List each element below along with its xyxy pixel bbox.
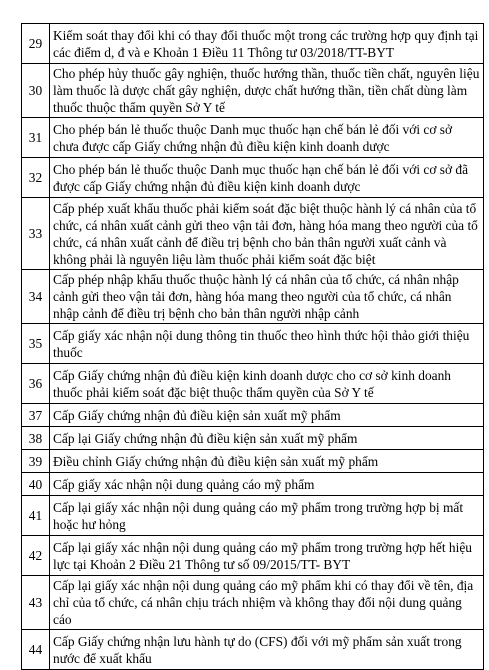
table-row <box>22 24 484 64</box>
table-row <box>22 404 484 427</box>
row-number: 32 <box>22 158 50 198</box>
row-number: 29 <box>22 24 50 64</box>
row-text: Kiểm soát thay đổi khi có thay đổi thuốc một trong các trường hợp quy định tại các điểm d, đ và e Khoản 1 Điều 11 Thông tư 03/2018/TT-BYT <box>50 24 484 64</box>
table-row <box>22 364 484 404</box>
row-number: 40 <box>22 473 50 496</box>
table-row <box>22 118 484 158</box>
table-row <box>22 270 484 324</box>
table-row <box>22 576 484 630</box>
row-number: 37 <box>22 404 50 427</box>
row-text: Cấp lại giấy xác nhận nội dung quảng cáo mỹ phẩm khi có thay đổi về tên, địa chỉ của tổ chức, cá nhân chịu trách nhiệm và không thay đổi nội dung quảng cáo <box>50 576 484 630</box>
row-text: Cấp phép nhập khẩu thuốc thuộc hành lý cá nhân của tổ chức, cá nhân nhập cảnh gửi theo vận tải đơn, hàng hóa mang theo người của tổ chức, cá nhân nhập cảnh để điều trị bệnh cho bản thân người nhập cảnh <box>50 270 484 324</box>
row-text: Cấp lại Giấy chứng nhận đủ điều kiện sản xuất mỹ phẩm <box>50 427 484 450</box>
table-row <box>22 536 484 576</box>
row-number: 30 <box>22 64 50 118</box>
row-number: 34 <box>22 270 50 324</box>
row-number: 44 <box>22 630 50 670</box>
row-number: 42 <box>22 536 50 576</box>
row-number: 38 <box>22 427 50 450</box>
table-row <box>22 630 484 670</box>
row-text: Cấp Giấy chứng nhận đủ điều kiện sản xuất mỹ phẩm <box>50 404 484 427</box>
row-text: Cho phép hủy thuốc gây nghiện, thuốc hướng thần, thuốc tiền chất, nguyên liệu làm thuốc là dược chất gây nghiện, dược chất hướng thần, tiền chất dùng làm thuốc thuộc thẩm quyền Sở Y tế <box>50 64 484 118</box>
row-text: Điều chỉnh Giấy chứng nhận đủ điều kiện sản xuất mỹ phẩm <box>50 450 484 473</box>
row-text: Cấp lại giấy xác nhận nội dung quảng cáo mỹ phẩm trong trường hợp hết hiệu lực tại Khoản 2 Điều 21 Thông tư số 09/2015/TT- BYT <box>50 536 484 576</box>
row-number: 43 <box>22 576 50 630</box>
row-number: 35 <box>22 324 50 364</box>
row-number: 41 <box>22 496 50 536</box>
row-text: Cho phép bán lẻ thuốc thuộc Danh mục thuốc hạn chế bán lẻ đối với cơ sở chưa được cấp Giấy chứng nhận đủ điều kiện kinh doanh dược <box>50 118 484 158</box>
row-text: Cho phép bán lẻ thuốc thuộc Danh mục thuốc hạn chế bán lẻ đối với cơ sở đã được cấp Giấy chứng nhận đủ điều kiện kinh doanh dược <box>50 158 484 198</box>
row-number: 39 <box>22 450 50 473</box>
row-number: 33 <box>22 198 50 270</box>
table-row <box>22 427 484 450</box>
table-row <box>22 64 484 118</box>
table-row <box>22 324 484 364</box>
procedures-table <box>21 23 484 670</box>
row-number: 36 <box>22 364 50 404</box>
row-text: Cấp phép xuất khẩu thuốc phải kiểm soát đặc biệt thuộc hành lý cá nhân của tổ chức, cá nhân xuất cảnh gửi theo vận tải đơn, hàng hóa mang theo người của tổ chức, cá nhân xuất cảnh để điều trị bệnh cho bản thân người xuất cảnh và không phải là nguyên liệu làm thuốc phải kiểm soát đặc biệt <box>50 198 484 270</box>
row-text: Cấp Giấy chứng nhận đủ điều kiện kinh doanh dược cho cơ sở kinh doanh thuốc phải kiểm soát đặc biệt thuộc thẩm quyền của Sở Y tế <box>50 364 484 404</box>
row-text: Cấp lại giấy xác nhận nội dung quảng cáo mỹ phẩm trong trường hợp bị mất hoặc hư hỏng <box>50 496 484 536</box>
row-number: 31 <box>22 118 50 158</box>
table-row <box>22 450 484 473</box>
row-text: Cấp Giấy chứng nhận lưu hành tự do (CFS) đối với mỹ phẩm sản xuất trong nước để xuất khẩu <box>50 630 484 670</box>
table-row <box>22 473 484 496</box>
table-row <box>22 496 484 536</box>
row-text: Cấp giấy xác nhận nội dung quảng cáo mỹ phẩm <box>50 473 484 496</box>
row-text: Cấp giấy xác nhận nội dung thông tin thuốc theo hình thức hội thảo giới thiệu thuốc <box>50 324 484 364</box>
table-row <box>22 198 484 270</box>
table-row <box>22 158 484 198</box>
